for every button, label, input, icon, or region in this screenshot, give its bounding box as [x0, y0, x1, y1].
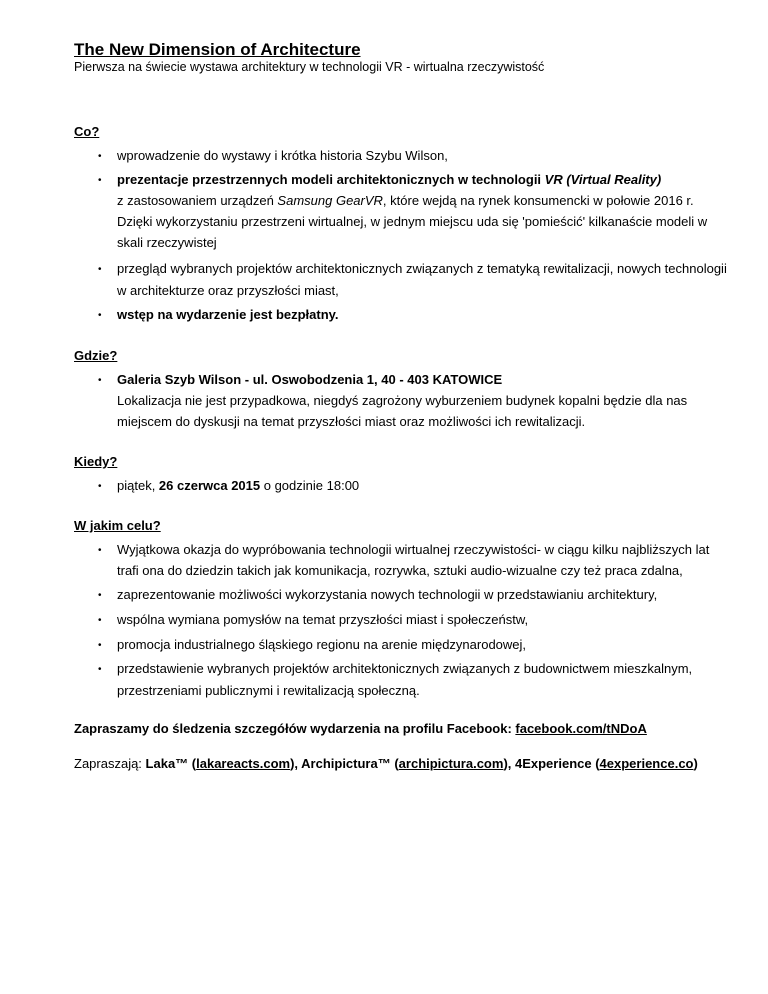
bullet-icon: • — [98, 545, 102, 556]
bullet-icon: • — [98, 175, 102, 186]
text-span: , które wejdą na rynek konsumencki w połowie 2016 r. — [382, 193, 694, 208]
bullet-icon: • — [98, 664, 102, 675]
cel-item-4: promocja industrialnego śląskiego regionu na arenie międzynarodowej, — [117, 637, 527, 652]
kiedy-item-1 — [117, 475, 359, 496]
device-name: Samsung GearVR — [277, 193, 383, 208]
cel-item-5-line1: przedstawienie wybranych projektów architektonicznych związanych z budownictwem mieszkalnym, — [117, 661, 693, 676]
bullet-icon: • — [98, 615, 102, 626]
bullet-icon: • — [98, 590, 102, 601]
facebook-text: Zapraszamy do śledzenia szczegółów wydarzenia na profilu Facebook: — [74, 721, 516, 736]
co-item-2-line3: Dzięki wykorzystaniu przestrzeni wirtualnej, w jednym miejscu uda się 'pomieścić' kilkanaście modeli w — [117, 214, 708, 229]
lakareacts-link[interactable]: lakareacts.com — [196, 756, 291, 771]
co-item-3-line1: przegląd wybranych projektów architektonicznych związanych z tematyką rewitalizacji, nowych technologii — [117, 261, 727, 276]
text-span: piątek, — [117, 478, 159, 493]
bullet-icon: • — [98, 310, 102, 321]
bullet-icon: • — [98, 481, 102, 492]
credit-4experience: ), 4Experience ( — [503, 756, 600, 771]
co-item-2-bold: prezentacje przestrzennych modeli architektonicznych w technologii — [117, 172, 545, 187]
bullet-icon: • — [98, 375, 102, 386]
co-item-2-line4: skali rzeczywistej — [117, 235, 217, 250]
section-heading-gdzie: Gdzie? — [74, 348, 118, 363]
credit-laka: Laka™ ( — [145, 756, 197, 771]
bullet-icon: • — [98, 640, 102, 651]
credits-prefix: Zapraszają: — [74, 756, 146, 771]
section-heading-kiedy: Kiedy? — [74, 454, 118, 469]
co-item-2 — [117, 169, 661, 190]
cel-item-1-line2: trafi ona do dziedzin takich jak komunikacja, rozrywka, sztuki audio-wizualne czy też praca zdalna, — [117, 563, 683, 578]
facebook-link[interactable]: facebook.com/tNDoA — [515, 721, 647, 736]
cel-item-3: wspólna wymiana pomysłów na temat przyszłości miast i społeczeństw, — [117, 612, 529, 627]
section-heading-cel: W jakim celu? — [74, 518, 161, 533]
cel-item-1-line1: Wyjątkowa okazja do wypróbowania technologii wirtualnej rzeczywistości- w ciągu kilku najbliższych lat — [117, 542, 710, 557]
archipictura-link[interactable]: archipictura.com — [398, 756, 504, 771]
page-title: The New Dimension of Architecture — [74, 40, 361, 59]
4experience-link[interactable]: 4experience.co — [599, 756, 694, 771]
cel-item-5-line2: przestrzeniami publicznymi i rewitalizacją społeczną. — [117, 683, 420, 698]
text-span: o godzinie 18:00 — [260, 478, 360, 493]
bullet-icon: • — [98, 264, 102, 275]
credit-archipictura: ), Archipictura™ ( — [290, 756, 399, 771]
gdzie-line-3: miejscem do dyskusji na temat przyszłości miast oraz możliwości ich rewitalizacji. — [117, 414, 586, 429]
credit-close: ) — [693, 756, 698, 771]
co-item-1: wprowadzenie do wystawy i krótka historia Szybu Wilson, — [117, 148, 448, 163]
text-span: z zastosowaniem urządzeń — [117, 193, 278, 208]
co-item-2-vr: VR (Virtual Reality) — [544, 172, 662, 187]
page-subtitle: Pierwsza na świecie wystawa architektury w technologii VR - wirtualna rzeczywistość — [74, 60, 545, 74]
event-date: 26 czerwca 2015 — [158, 478, 261, 493]
section-heading-co: Co? — [74, 124, 100, 139]
facebook-line — [74, 718, 647, 739]
bullet-icon: • — [98, 151, 102, 162]
co-item-3-line2: w architekturze oraz przyszłości miast, — [117, 283, 339, 298]
co-item-4: wstęp na wydarzenie jest bezpłatny. — [117, 307, 339, 322]
credits-line — [74, 753, 698, 774]
cel-item-2: zaprezentowanie możliwości wykorzystania nowych technologii w przedstawianiu architektury, — [117, 587, 658, 602]
co-item-2-line2 — [117, 190, 694, 211]
gdzie-line-2: Lokalizacja nie jest przypadkowa, niegdyś zagrożony wyburzeniem budynek kopalni będzie dla nas — [117, 393, 688, 408]
gdzie-item-1: Galeria Szyb Wilson - ul. Oswobodzenia 1, 40 - 403 KATOWICE — [117, 372, 503, 387]
